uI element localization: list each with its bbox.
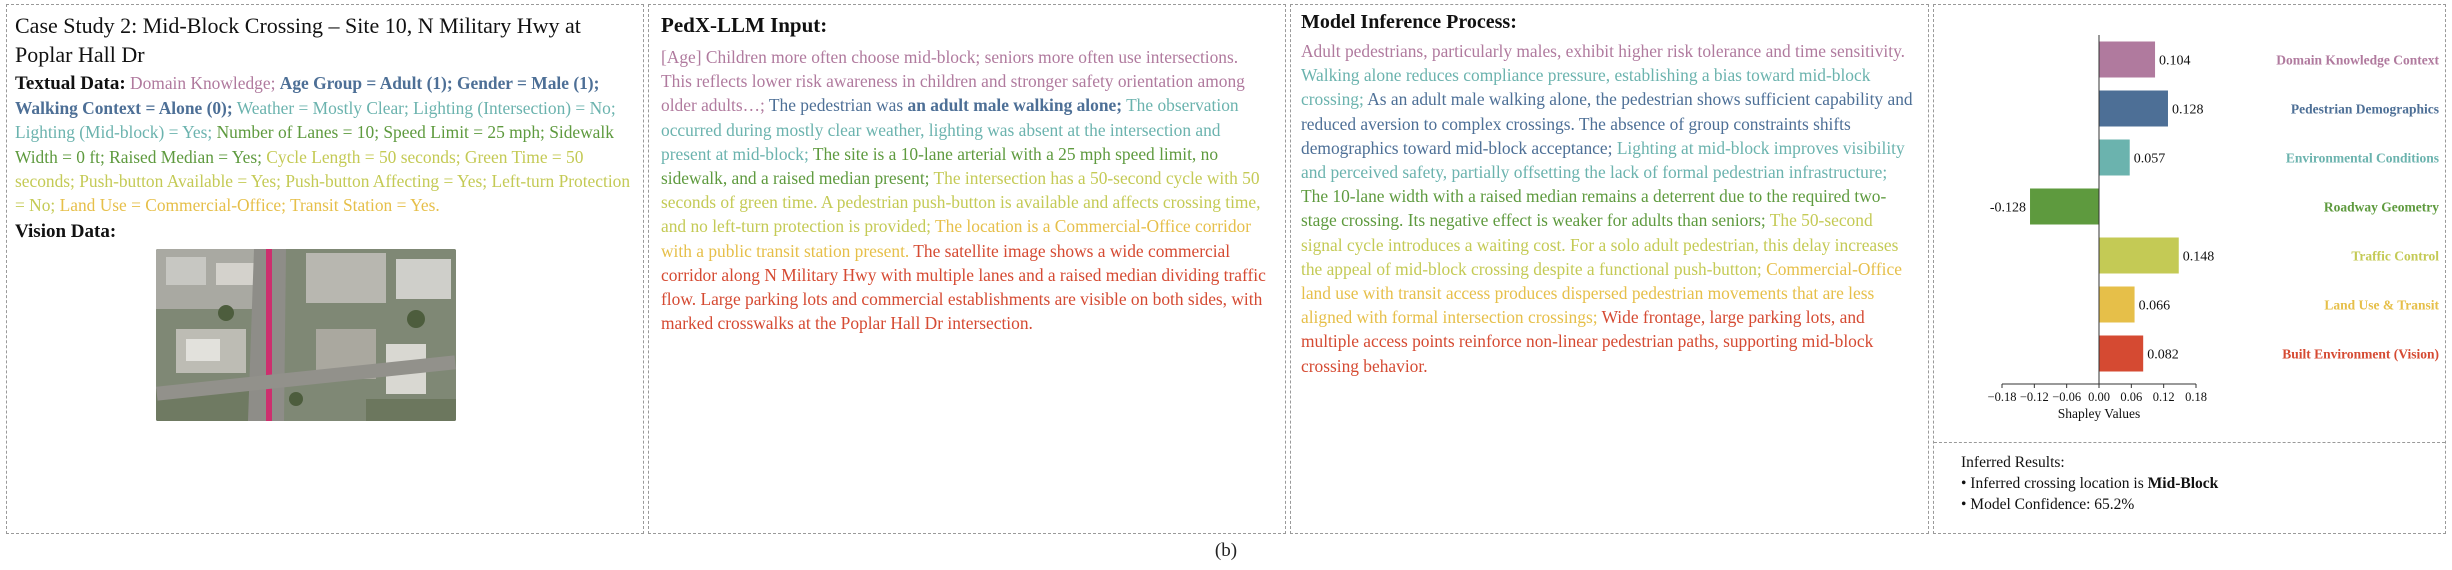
text-segment: Number of Lanes = 10; Speed Limit = 25 mph; Sidewalk Width = 0 ft; Raised Median = Yes; [15,122,614,167]
bar [2099,91,2168,127]
bar-value-label: 0.104 [2159,53,2191,69]
text-segment: Land Use = Commercial-Office; Transit Station = Yes. [59,195,440,216]
bar-value-label: 0.057 [2133,151,2166,167]
text-segment: The site is a 10-lane arterial with a 25 mph speed limit, no sidewalk, and a raised median present; [661,143,1219,189]
text-segment: Cycle Length = 50 seconds; Green Time = 50 seconds; Push-button Available = Yes; Push-button Affecting = Yes; Left-turn Protection = No; [15,146,631,216]
model-confidence-line: • Model Confidence: 65.2% [1961,496,2135,513]
pedx-input-text [661,45,1273,335]
inference-heading: Model Inference Process: [1301,11,1517,33]
category-label: Built Environment (Vision) [2282,346,2439,362]
text-segment: The satellite image shows a wide commercial corridor along N Military Hwy with multiple lanes and a raised median dividing traffic flow. Large parking lots and commercial establishments are visible on both sides, with marked crosswalks at the Poplar Hall Dr intersection. [661,240,1266,334]
x-tick-label: 0.00 [2088,390,2110,404]
x-tick-label: 0.12 [2152,390,2175,404]
vision-data-heading: Vision Data: [15,221,117,243]
category-label: Traffic Control [2351,248,2439,264]
text-segment: an adult male walking alone; [907,95,1123,116]
bar-value-label: 0.082 [2147,347,2179,363]
shapley-chart-panel [1933,4,2446,534]
shapley-bar-chart [1934,5,2445,435]
inferred-location-value: Mid-Block [2147,475,2219,492]
text-segment: The observation occurred during mostly clear weather, lighting was absent at the intersection and present at mid-block; [661,95,1239,164]
text-segment: Age Group = Adult (1); Gender = Male (1); Walking Context = Alone (0); [15,73,600,119]
model-inference-panel [1290,4,1929,534]
category-label: Land Use & Transit [2324,297,2439,313]
figure-caption: (b) [1214,540,1238,561]
textual-data-segments [15,73,630,215]
inferred-results [1961,452,2421,515]
text-segment: The 10-lane width with a raised median remains a deterrent due to the required two-stage crossing. Its negative effect is weaker for adults than seniors; [1301,186,1887,231]
case-study-title: Case Study 2: Mid-Block Crossing – Site 10, N Military Hwy at Poplar Hall Dr [15,13,581,67]
inferred-results-heading: Inferred Results: [1961,454,2065,471]
text-segment: Adult pedestrians, particularly males, exhibit higher risk tolerance and time sensitivity. [1301,41,1906,61]
text-segment: The 50-second signal cycle introduces a waiting cost. For a solo adult pedestrian, this delay increases the appeal of mid-block crossing despite a functional push-button; [1301,210,1899,279]
text-segment: The intersection has a 50-second cycle with 50 seconds of green time. A pedestrian push-button is available and affects crossing time, and no left-turn protection is provided; [661,168,1261,237]
textual-data-heading: Textual Data: [15,73,126,94]
text-segment: Lighting at mid-block improves visibility and perceived safety, partially offsetting the lack of formal pedestrian infrastructure; [1301,137,1905,183]
case-study-panel [6,4,644,534]
bar-value-label: 0.148 [2182,249,2215,265]
x-axis-label: Shapley Values [2057,406,2141,421]
panel-divider [1934,442,2445,443]
bar [2099,238,2179,274]
bar [2099,287,2135,323]
text-segment: Commercial-Office land use with transit access produces dispersed pedestrian movements that are less aligned with formal intersection crossings; [1301,258,1902,328]
satellite-image-drawing [156,249,456,421]
x-tick-label: 0.18 [2185,390,2207,404]
x-tick-label: −0.12 [2019,390,2049,404]
bar-value-label: -0.128 [1989,200,2027,216]
category-label: Roadway Geometry [2323,199,2439,215]
bar-value-label: 0.066 [2138,298,2171,314]
text-segment: Weather = Mostly Clear; Lighting (Intersection) = No; Lighting (Mid-block) = Yes; [15,98,616,143]
text-segment: [Age] Children more often choose mid-block; seniors more often use intersections. This reflects lower risk awareness in children and stronger safety orientation among older adults…; [661,47,1245,116]
text-segment: The location is a Commercial-Office corridor with a public transit station present. [661,216,1252,261]
textual-data-block [15,71,635,217]
bar-value-label: 0.128 [2171,102,2204,118]
inferred-location-line [1961,473,2421,494]
bar [2030,189,2099,225]
x-tick-label: −0.06 [2052,390,2082,404]
inference-text [1301,39,1918,378]
pedx-input-heading: PedX-LLM Input: [661,13,828,37]
x-tick-label: 0.06 [2120,390,2143,404]
bar [2099,336,2143,372]
text-segment: Wide frontage, large parking lots, and multiple access points reinforce non-linear pedestrian paths, supporting mid-block crossing behavior. [1301,307,1874,376]
text-segment: Walking alone reduces compliance pressure, establishing a bias toward mid-block crossing; [1301,65,1871,110]
bar [2099,42,2155,78]
text-segment: As an adult male walking alone, the pedestrian shows sufficient capability and reduced aversion to complex crossings. The absence of group constraints shifts demographics toward mid-block acceptance; [1301,89,1913,158]
category-label: Environmental Conditions [2285,150,2439,166]
satellite-image [156,249,456,421]
x-tick-label: −0.18 [1987,390,2017,404]
inferred-location-prefix: • Inferred crossing location is [1961,475,2148,492]
pedx-llm-input-panel [648,4,1286,534]
text-segment: The pedestrian was [768,95,904,116]
bar [2099,140,2130,176]
category-label: Domain Knowledge Context [2276,52,2439,68]
text-segment: Domain Knowledge; [130,73,276,93]
category-label: Pedestrian Demographics [2290,101,2439,117]
